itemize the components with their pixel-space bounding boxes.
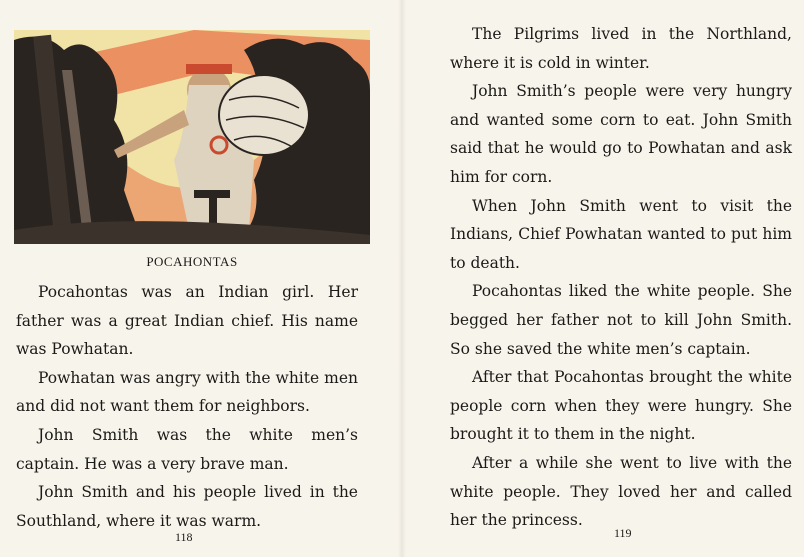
page-number: 119 [614,526,632,540]
paragraph: The Pilgrims lived in the Northland, where it is cold in winter. [450,25,792,72]
paragraph: John Smith’s people were very hungry and wanted some corn to eat. John Smith said that he would go to Powhatan and ask him for corn. [450,82,792,186]
paragraph: John Smith was the white men’s captain. He was a very brave man. [16,425,358,473]
right-page-text [450,20,792,535]
illustration-caption: POCAHONTAS [146,254,238,269]
pocahontas-illustration [14,30,370,244]
paragraph: Pocahontas was an Indian girl. Her father was a great Indian chief. His name was Powhatan. [16,283,358,359]
paragraph: After that Pocahontas brought the white people corn when they were hungry. She brought it to them in the night. [450,368,792,444]
paragraph: When John Smith went to visit the Indians, Chief Powhatan wanted to put him to death. [450,196,792,272]
paragraph: After a while she went to live with the white people. They loved her and called her the princess. [450,453,792,530]
paragraph: John Smith and his people lived in the Southland, where it was warm. [16,483,358,530]
paragraph: Powhatan was angry with the white men and did not want them for neighbors. [16,368,358,416]
right-page [402,0,804,557]
left-page-text [16,278,358,535]
paragraph: Pocahontas liked the white people. She begged her father not to kill John Smith. So she saved the white men’s captain. [450,282,792,358]
page-number: 118 [175,530,193,544]
